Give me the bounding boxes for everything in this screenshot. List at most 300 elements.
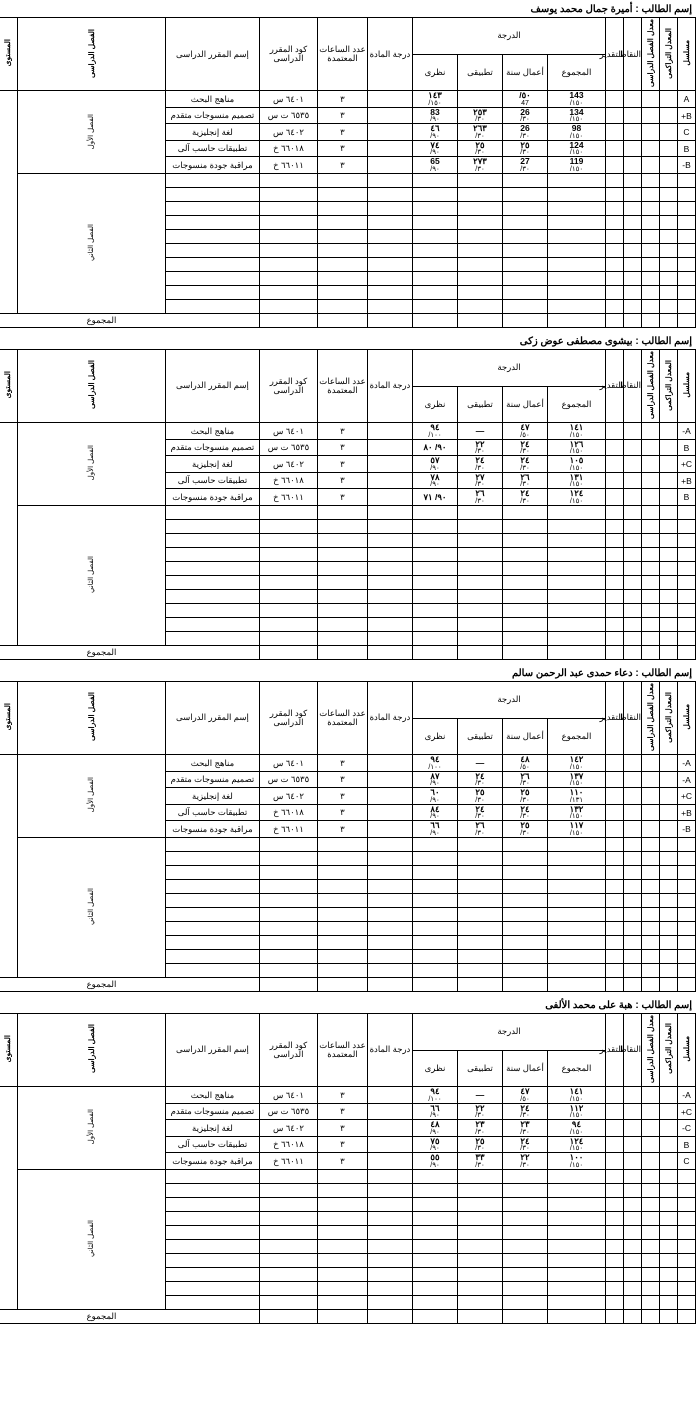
cell-score-total: ١٤١ ١٥٠/ [548,1087,606,1104]
student-block [4,334,696,660]
cell-empty [259,617,317,631]
cell-score-applied: ٢٣ ٣٠/ [458,1120,503,1137]
cell-empty [660,893,678,907]
cell-score-theory: ٤٨ ٩٠/ [412,1120,457,1137]
col-level-head: المستوى [0,1013,17,1086]
cell-letter-grade: C+ [678,1103,696,1120]
cell-empty [678,907,696,921]
cell-empty [412,589,457,603]
cell-empty [165,893,259,907]
cell-empty [165,631,259,645]
cell-score-yearwork: 26 ٣٠/ [503,107,548,124]
cell-score-yearwork: ٢٤ ٣٠/ [503,456,548,473]
cell-empty [259,243,317,257]
cell-points [624,157,642,174]
cell-empty [678,617,696,631]
cell-empty [548,1267,606,1281]
cell-gpa-cumulative [660,1120,678,1137]
cell-score-yearwork: ٤٧ ٥٠/ [503,1087,548,1104]
cell-empty [503,589,548,603]
cell-score-theory: ٦٦ ٩٠/ [412,821,457,838]
cell-letter-grade: C+ [678,788,696,805]
table-row [0,755,696,772]
cell-empty [660,879,678,893]
cell-empty [367,505,412,519]
cell-points [624,107,642,124]
cell-score-applied: ٣٣ ٣٠/ [458,1153,503,1170]
cell-empty [642,963,660,977]
cell-empty [317,837,367,851]
cell-empty [660,271,678,285]
col-points-head: النقاط [624,18,642,91]
cell-empty [412,229,457,243]
col-estimate-head: التقدير [606,681,624,754]
cell-course-code: ٦٦٠١١ خ [259,1153,317,1170]
cell-score-yearwork: ٢٤ ٣٠/ [503,1103,548,1120]
cell-empty [678,201,696,215]
cell-subject-grade [367,755,412,772]
cell-empty [660,201,678,215]
cell-empty [606,299,624,313]
cell-term-first: الفصل الأول [17,91,165,174]
cell-empty [165,1211,259,1225]
cell-term-first: الفصل الأول [17,755,165,838]
cell-course-code: ٦٦٠١٨ خ [259,472,317,489]
cell-empty [458,271,503,285]
cell-credit-hours: ٣ [317,489,367,506]
cell-empty [678,1267,696,1281]
cell-empty [259,631,317,645]
cell-empty [678,505,696,519]
cell-empty [367,575,412,589]
cell-empty [317,935,367,949]
cell-gpa-cumulative [660,456,678,473]
cell-empty [367,1295,412,1309]
cell-gpa-term [642,821,660,838]
cell-total-empty [503,977,548,991]
cell-course-name: تصميم منسوجات متقدم [165,439,259,456]
cell-empty [367,1225,412,1239]
cell-empty [660,949,678,963]
total-label: المجموع [0,313,259,327]
cell-gpa-term [642,140,660,157]
cell-score-yearwork: ٢٤ ٣٠/ [503,489,548,506]
cell-score-total: ١٠٠ ١٥٠/ [548,1153,606,1170]
cell-subject-grade [367,456,412,473]
cell-empty [642,851,660,865]
cell-empty [678,215,696,229]
cell-points [624,1120,642,1137]
cell-letter-grade: A- [678,771,696,788]
cell-empty [503,243,548,257]
cell-empty [317,617,367,631]
cell-empty [660,935,678,949]
cell-empty [503,603,548,617]
cell-empty [678,1281,696,1295]
cell-empty [259,215,317,229]
cell-empty [259,1225,317,1239]
cell-score-total: 98 ١٥٠/ [548,124,606,141]
cell-empty [624,187,642,201]
cell-empty [678,271,696,285]
cell-total-empty [458,645,503,659]
cell-empty [367,589,412,603]
cell-total-empty [660,313,678,327]
cell-empty [412,533,457,547]
col-subject-grade-head: درجة المادة [367,349,412,422]
cell-points [624,91,642,108]
cell-empty [367,935,412,949]
col-gpa-term-head: معدل الفصل الدراسى [642,349,660,422]
cell-empty [259,935,317,949]
cell-empty [660,533,678,547]
cell-empty [660,603,678,617]
cell-empty [548,949,606,963]
cell-course-code: ٦٦٠١٨ خ [259,140,317,157]
cell-empty [458,1281,503,1295]
cell-empty [412,1267,457,1281]
cell-score-applied: ٢٢ ٣٠/ [458,439,503,456]
cell-empty [503,575,548,589]
cell-empty [642,865,660,879]
cell-gpa-term [642,157,660,174]
cell-empty [412,1169,457,1183]
cell-course-name: لغة إنجليزية [165,1120,259,1137]
student-block [4,2,696,328]
cell-empty [642,935,660,949]
cell-total-empty [259,645,317,659]
cell-gpa-term [642,1087,660,1104]
cell-empty [259,851,317,865]
col-level-head: المستوى [0,349,17,422]
cell-empty [503,851,548,865]
cell-empty [548,271,606,285]
cell-empty [503,547,548,561]
cell-empty [317,173,367,187]
cell-empty [503,1211,548,1225]
cell-empty [412,921,457,935]
col-gpa-cumulative-head: المعدل التراكمى [660,681,678,754]
cell-empty [642,1197,660,1211]
cell-empty [165,1169,259,1183]
cell-empty [503,963,548,977]
cell-empty [642,215,660,229]
cell-term-second: الفصل الثاني [17,1169,165,1309]
cell-empty [606,907,624,921]
cell-empty [367,1253,412,1267]
cell-points [624,439,642,456]
cell-score-applied: — [458,1087,503,1104]
cell-gpa-term [642,1103,660,1120]
cell-gpa-term [642,423,660,440]
cell-total-empty [317,977,367,991]
cell-empty [678,631,696,645]
cell-empty [458,837,503,851]
cell-empty [412,505,457,519]
cell-empty [367,519,412,533]
cell-gpa-cumulative [660,439,678,456]
col-level-head: المستوى [0,681,17,754]
cell-score-total: ١٢٦ ١٥٠/ [548,439,606,456]
cell-score-theory: 83 ٩٠/ [412,107,457,124]
cell-gpa-cumulative [660,124,678,141]
cell-empty [548,1239,606,1253]
cell-empty [503,865,548,879]
cell-empty [678,1197,696,1211]
cell-empty [412,187,457,201]
cell-points [624,423,642,440]
cell-empty [458,1211,503,1225]
cell-credit-hours: ٣ [317,456,367,473]
col-course-name-head: إسم المقرر الدراسى [165,18,259,91]
col-credit-hours-head: عدد الساعات المعتمدة [317,18,367,91]
cell-empty [642,201,660,215]
cell-empty [259,257,317,271]
cell-score-yearwork: ٤٧ ٥٠/ [503,423,548,440]
cell-empty [642,1281,660,1295]
cell-empty [624,243,642,257]
table-row [0,1087,696,1104]
cell-empty [642,1239,660,1253]
cell-empty [606,631,624,645]
cell-empty [165,935,259,949]
cell-empty [367,865,412,879]
cell-score-yearwork: ٢٢ ٣٠/ [503,1153,548,1170]
cell-total-empty [624,313,642,327]
cell-empty [678,1211,696,1225]
cell-empty [458,1225,503,1239]
cell-empty [317,921,367,935]
cell-empty [642,907,660,921]
cell-gpa-term [642,755,660,772]
cell-empty [624,561,642,575]
cell-empty [548,1169,606,1183]
cell-empty [503,631,548,645]
cell-empty [317,1267,367,1281]
cell-empty [458,603,503,617]
cell-gpa-cumulative [660,1103,678,1120]
cell-empty [165,1253,259,1267]
student-block [4,666,696,992]
cell-empty [367,533,412,547]
table-row-total [0,645,696,659]
cell-gpa-term [642,439,660,456]
cell-empty [660,851,678,865]
col-estimate-head: التقدير [606,1013,624,1086]
cell-total-empty [606,977,624,991]
cell-empty [678,603,696,617]
cell-gpa-cumulative [660,91,678,108]
cell-subject-grade [367,1103,412,1120]
cell-empty [458,243,503,257]
header-row-top [0,349,696,386]
cell-empty [660,921,678,935]
cell-empty [624,547,642,561]
cell-letter-grade: B- [678,821,696,838]
cell-empty [165,1239,259,1253]
cell-empty [660,589,678,603]
cell-empty [165,1225,259,1239]
cell-estimate [606,439,624,456]
cell-total-empty [642,977,660,991]
cell-empty [317,949,367,963]
total-label: المجموع [0,977,259,991]
cell-letter-grade: A- [678,1087,696,1104]
cell-empty [624,603,642,617]
cell-estimate [606,1087,624,1104]
cell-empty [660,631,678,645]
cell-empty [624,865,642,879]
cell-empty [458,173,503,187]
cell-empty [606,1225,624,1239]
cell-estimate [606,755,624,772]
col-subject-grade-head: درجة المادة [367,1013,412,1086]
cell-empty [548,505,606,519]
cell-empty [548,617,606,631]
cell-score-applied: ٢٧٣ ٣٠/ [458,157,503,174]
cell-empty [642,187,660,201]
cell-empty [317,631,367,645]
cell-points [624,1103,642,1120]
cell-empty [259,187,317,201]
cell-points [624,821,642,838]
cell-empty [678,963,696,977]
col-score-theory-head: نظرى [412,718,457,755]
cell-credit-hours: ٣ [317,1153,367,1170]
cell-score-total: 124 ١٥٠/ [548,140,606,157]
cell-empty [503,879,548,893]
cell-estimate [606,1153,624,1170]
cell-empty [259,1169,317,1183]
cell-empty [642,1253,660,1267]
cell-empty [367,907,412,921]
cell-empty [642,533,660,547]
cell-empty [606,201,624,215]
cell-empty [624,299,642,313]
cell-empty [458,257,503,271]
cell-empty [548,285,606,299]
cell-empty [412,949,457,963]
cell-empty [642,243,660,257]
cell-empty [548,963,606,977]
cell-empty [165,299,259,313]
cell-credit-hours: ٣ [317,804,367,821]
cell-gpa-term [642,472,660,489]
cell-empty [678,187,696,201]
cell-empty [259,1267,317,1281]
cell-empty [642,285,660,299]
cell-total-empty [624,977,642,991]
cell-empty [367,1239,412,1253]
cell-empty [165,851,259,865]
cell-empty [548,879,606,893]
cell-empty [548,201,606,215]
cell-empty [606,893,624,907]
cell-score-yearwork: 27 ٣٠/ [503,157,548,174]
cell-course-code: ٦٤٠١ س [259,1087,317,1104]
cell-letter-grade: C- [678,1120,696,1137]
cell-credit-hours: ٣ [317,1103,367,1120]
cell-course-name: تطبيقات حاسب آلى [165,804,259,821]
cell-empty [367,201,412,215]
cell-empty [458,1267,503,1281]
cell-gpa-cumulative [660,1153,678,1170]
cell-score-total: ١١٧ ١٥٠/ [548,821,606,838]
cell-empty [458,201,503,215]
cell-empty [660,229,678,243]
cell-empty [606,533,624,547]
cell-empty [503,257,548,271]
cell-empty [606,575,624,589]
cell-empty [606,215,624,229]
cell-empty [548,243,606,257]
cell-empty [548,299,606,313]
cell-empty [660,1253,678,1267]
cell-empty [412,1225,457,1239]
cell-empty [660,243,678,257]
cell-course-code: ٦٦٠١١ خ [259,157,317,174]
cell-gpa-term [642,1120,660,1137]
cell-empty [259,1183,317,1197]
cell-subject-grade [367,439,412,456]
cell-empty [678,533,696,547]
cell-estimate [606,1103,624,1120]
cell-total-empty [458,313,503,327]
cell-total-empty [678,977,696,991]
cell-empty [412,837,457,851]
cell-score-theory: ٦٦ ٩٠/ [412,1103,457,1120]
cell-estimate [606,157,624,174]
cell-credit-hours: ٣ [317,771,367,788]
cell-empty [412,865,457,879]
cell-credit-hours: ٣ [317,157,367,174]
cell-gpa-cumulative [660,771,678,788]
cell-empty [678,547,696,561]
cell-empty [624,963,642,977]
cell-empty [165,519,259,533]
cell-subject-grade [367,107,412,124]
cell-total-empty [259,977,317,991]
cell-empty [367,879,412,893]
cell-empty [606,257,624,271]
cell-total-empty [412,977,457,991]
cell-empty [412,1239,457,1253]
cell-empty [458,1183,503,1197]
cell-empty [660,1267,678,1281]
cell-gpa-cumulative [660,821,678,838]
cell-empty [642,257,660,271]
col-term-head: الفصل الدراسى [17,1013,165,1086]
cell-empty [624,285,642,299]
cell-empty [624,215,642,229]
cell-empty [317,215,367,229]
cell-estimate [606,804,624,821]
cell-empty [458,229,503,243]
cell-gpa-cumulative [660,140,678,157]
cell-empty [317,589,367,603]
cell-empty [458,907,503,921]
col-points-head: النقاط [624,349,642,422]
cell-empty [412,631,457,645]
cell-empty [259,519,317,533]
cell-score-yearwork: ٢٥ ٣٠/ [503,821,548,838]
cell-score-applied: ٢٥٣ ٣٠/ [458,107,503,124]
cell-empty [642,505,660,519]
cell-gpa-cumulative [660,1136,678,1153]
cell-empty [606,1281,624,1295]
cell-empty [642,1169,660,1183]
table-row-total [0,313,696,327]
